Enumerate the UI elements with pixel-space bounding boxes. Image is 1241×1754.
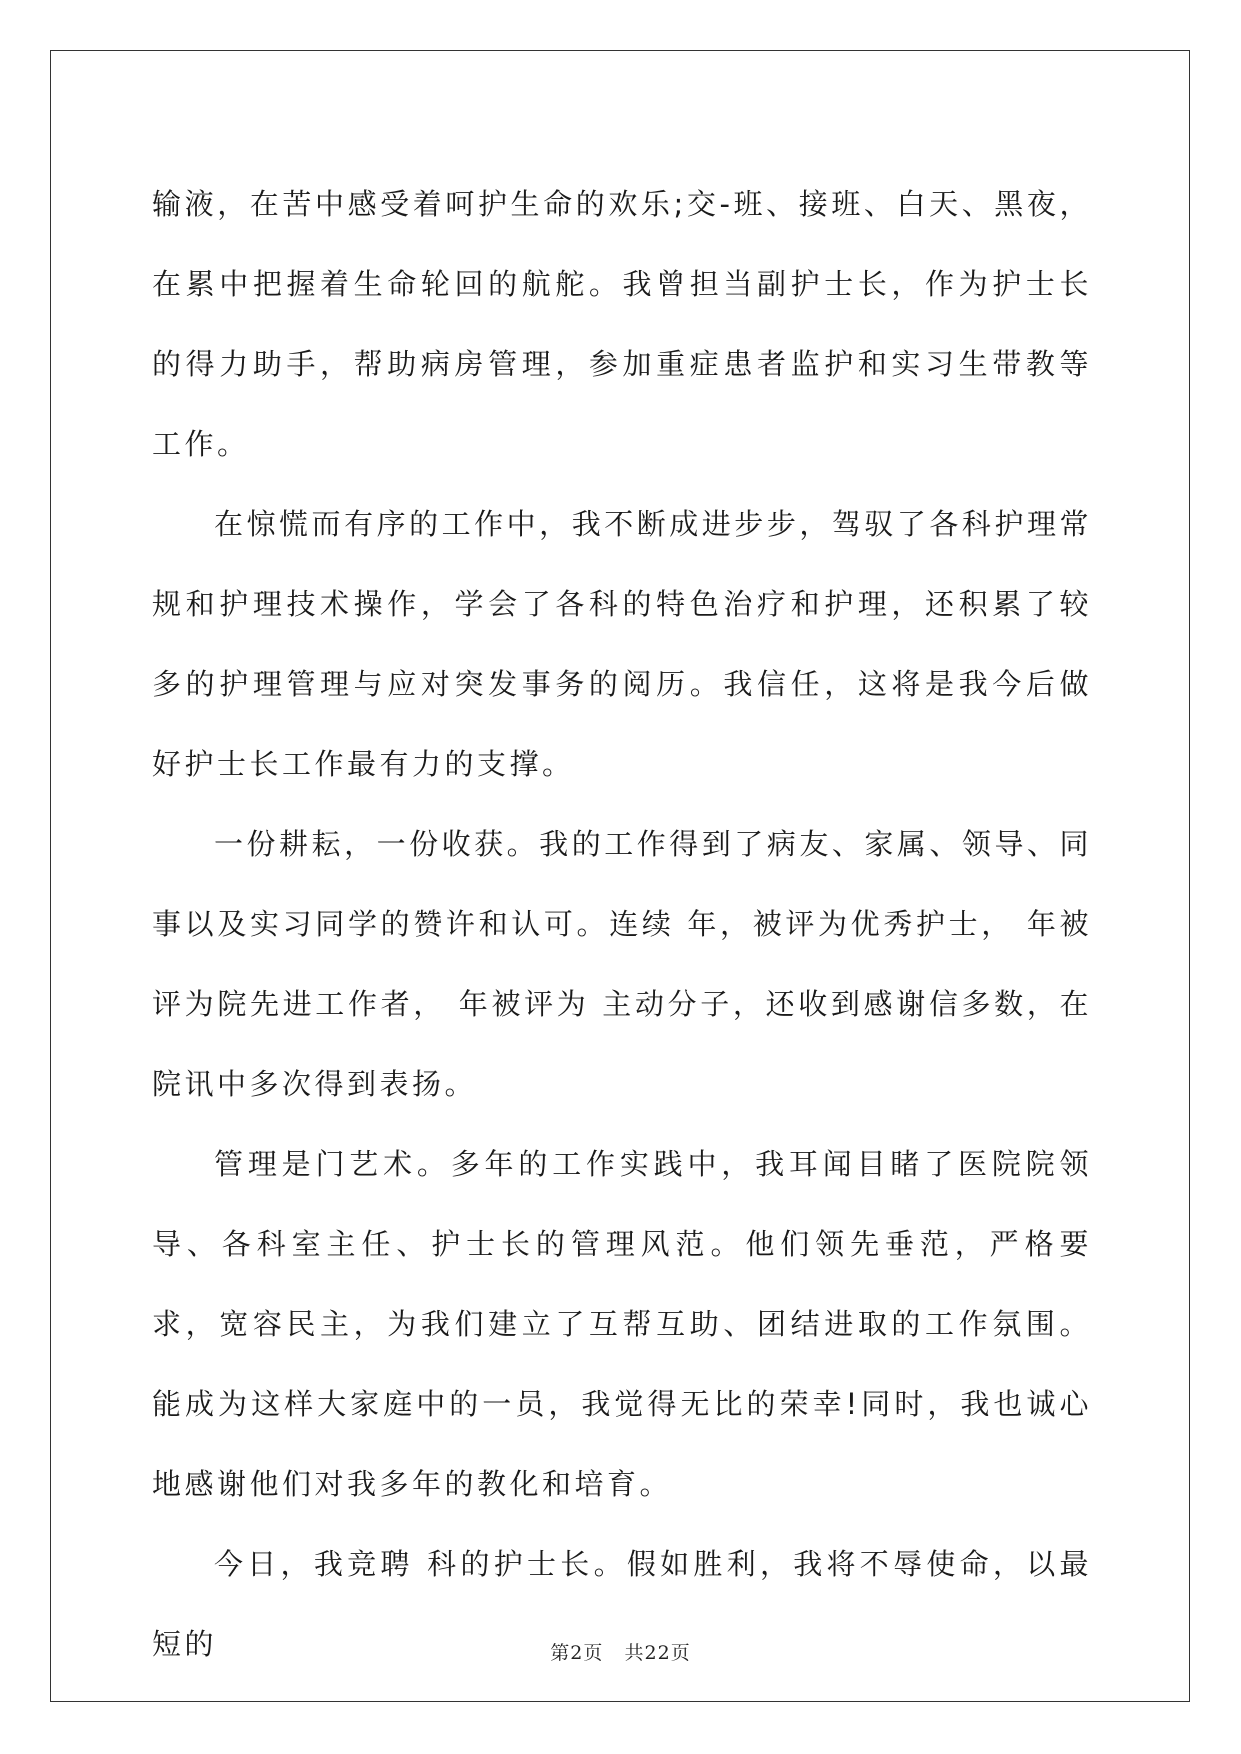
paragraph-2: 在惊慌而有序的工作中，我不断成进步步，驾驭了各科护理常规和护理技术操作，学会了各科的特色治疗和护理，还积累了较多的护理管理与应对突发事务的阅历。我信任，这将是我今后做好护士长工作最有力的支撑。: [152, 507, 1092, 781]
paragraph-3: 一份耕耘，一份收获。我的工作得到了病友、家属、领导、同事以及实习同学的赞许和认可。连续 年，被评为优秀护士， 年被评为院先进工作者， 年被评为 主动分子，还收到感谢信多数，在院讯中多次得到表扬。: [152, 827, 1092, 1101]
paragraph-4: 管理是门艺术。多年的工作实践中，我耳闻目睹了医院院领导、各科室主任、护士长的管理风范。他们领先垂范，严格要求，宽容民主，为我们建立了互帮互助、团结进取的工作氛围。能成为这样大家庭中的一员，我觉得无比的荣幸!同时，我也诚心地感谢他们对我多年的教化和培育。: [152, 1147, 1092, 1501]
document-body: [152, 164, 1092, 1684]
paragraph-5: 今日，我竞聘 科的护士长。假如胜利，我将不辱使命，以最短的: [152, 1547, 1092, 1661]
page-footer: [0, 1638, 1241, 1665]
paragraph-1: 输液，在苦中感受着呵护生命的欢乐;交-班、接班、白天、黑夜，在累中把握着生命轮回的航舵。我曾担当副护士长，作为护士长的得力助手，帮助病房管理，参加重症患者监护和实习生带教等工作。: [152, 187, 1092, 461]
page-total: 共22页: [624, 1642, 691, 1664]
page-number: 第2页: [550, 1642, 604, 1664]
